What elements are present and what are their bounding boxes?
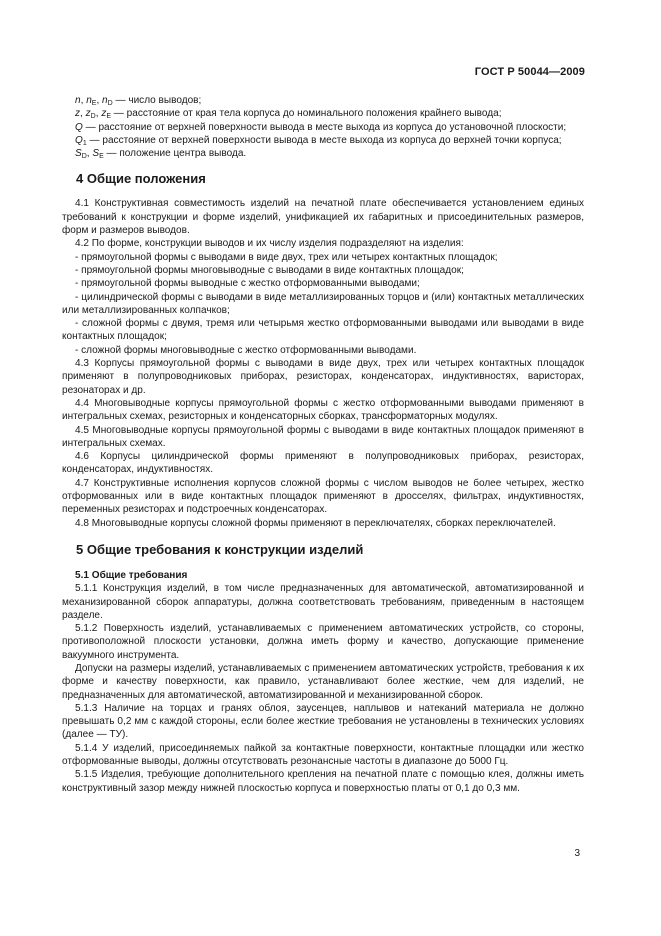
paragraph: 4.2 По форме, конструкции выводов и их числу изделия подразделяют на изделия: (75, 238, 464, 250)
list-item: - прямоугольной формы с выводами в виде двух, трех или четырех контактных площадок; (75, 251, 498, 263)
definition-text: — расстояние от верхней поверхности вывода в месте выхода из корпуса до установочной плоскости; (82, 121, 567, 133)
list-item: - прямоугольной формы многовыводные с выводами в виде контактных площадок; (75, 264, 464, 276)
definition-text: — положение центра вывода. (103, 148, 247, 160)
paragraph: 4.1 Конструктивная совместимость изделий на печатной плате обеспечивается установлением единых требований к конструкции и форме изделий, унификацией их габаритных и присоединительных размеров, форм и размеров выводов. (62, 198, 584, 237)
page-content (62, 94, 584, 795)
definition-symbol: n, $n_E$, $n_D$ (75, 95, 113, 107)
definition-symbol: Q (75, 121, 83, 133)
page-number: 3 (574, 848, 580, 859)
definition (62, 121, 584, 134)
definition (62, 107, 584, 120)
paragraph: 4.7 Конструктивные исполнения корпусов сложной формы с числом выводов не более четырех, жестко отформованных или в виде контактных площадок применяют в дросселях, фильтрах, индуктивностях, переменных резисторах и подстроечных конденсаторах. (62, 477, 584, 516)
list-item: - сложной формы многовыводные с жестко отформованными выводами. (75, 344, 417, 356)
section-5-body (62, 569, 584, 795)
paragraph: 4.4 Многовыводные корпусы прямоугольной формы с жестко отформованными выводами применяют в интегральных схемах, резисторных и конденсаторных сборках, трансформаторных модулях. (62, 397, 584, 423)
definition-symbol: $Q_1$ (75, 134, 87, 147)
paragraph: Допуски на размеры изделий, устанавливаемых с применением автоматических устройств, требования к их форме и качеству поверхности, как правило, устанавливают более жесткие, чем для изделий, не предназначенных для автоматической, автоматизированной и механизированной сборок. (62, 662, 584, 701)
list-item: - цилиндрической формы с выводами в виде металлизированных торцов и (или) контактных металлических или металлизированных колпачков; (62, 291, 584, 316)
subsection-5-1-heading: 5.1 Общие требования (75, 569, 188, 581)
section-4-body (62, 197, 584, 529)
paragraph: 5.1.4 У изделий, присоединяемых пайкой за контактные поверхности, контактные площадки или жестко отформованные выводы, должны отсутствовать резонансные частоты в диапазоне до 5000 Гц. (62, 742, 584, 768)
paragraph: 4.6 Корпусы цилиндрической формы применяют в полупроводниковых приборах, резисторах, конденсаторах, индуктивностях. (62, 451, 584, 476)
paragraph: 5.1.3 Наличие на торцах и гранях облоя, заусенцев, наплывов и натеканий материала не должно превышать 0,2 мм с каждой стороны, если более жесткие требования не установлены в технических условиях (далее — ТУ). (62, 702, 584, 741)
section-5-heading: 5 Общие требования к конструкции изделий (76, 541, 364, 557)
doc-code-header: ГОСТ Р 50044—2009 (474, 66, 585, 78)
paragraph: 4.5 Многовыводные корпусы прямоугольной формы с выводами в виде контактных площадок применяют в интегральных схемах. (62, 424, 584, 449)
definition-symbol: $S_D$, $S_E$ (75, 148, 104, 161)
definition (62, 147, 584, 160)
definition-text: — расстояние от верхней поверхности вывода в месте выхода из корпуса до верхней точки корпуса; (86, 134, 562, 146)
definition-text: — расстояние от края тела корпуса до номинального положения крайнего вывода; (111, 108, 502, 120)
definition (62, 134, 584, 147)
paragraph: 4.8 Многовыводные корпусы сложной формы применяют в переключателях, сборках переключателей. (75, 517, 556, 529)
symbol-definitions (62, 94, 584, 160)
paragraph: 5.1.1 Конструкция изделий, в том числе предназначенных для автоматической, автоматизированной и механизированной сборок аппаратуры, должна соответствовать требованиям, приведенным в настоящем разделе. (62, 583, 584, 621)
definition-text: — число выводов; (112, 95, 202, 106)
list-item: - сложной формы с двумя, тремя или четырьмя жестко отформованными выводами или выводами в виде контактных площадок; (62, 318, 584, 343)
paragraph: 5.1.5 Изделия, требующие дополнительного крепления на печатной плате с помощью клея, должны иметь конструктивный зазор между нижней плоскостью корпуса и поверхностью платы от 0,1 до 0,3 мм. (62, 769, 584, 794)
section-4-heading: 4 Общие положения (76, 171, 206, 187)
paragraph: 4.3 Корпусы прямоугольной формы с выводами в виде двух, трех или четырех контактных площадок применяют в полупроводниковых приборах, резисторах, конденсаторах, индуктивностях, варисторах, резонаторах и др. (62, 358, 584, 396)
list-item: - прямоугольной формы выводные с жестко отформованными выводами; (75, 278, 420, 290)
paragraph: 5.1.2 Поверхность изделий, устанавливаемых с применением автоматических устройств, со стороны, противоположной плоскости установки, должна иметь форму и качество, допускающие применение вакуумного инструмента. (62, 623, 584, 661)
definition (62, 94, 584, 107)
definition-symbol: z, $z_D$, $z_E$ (75, 108, 112, 121)
